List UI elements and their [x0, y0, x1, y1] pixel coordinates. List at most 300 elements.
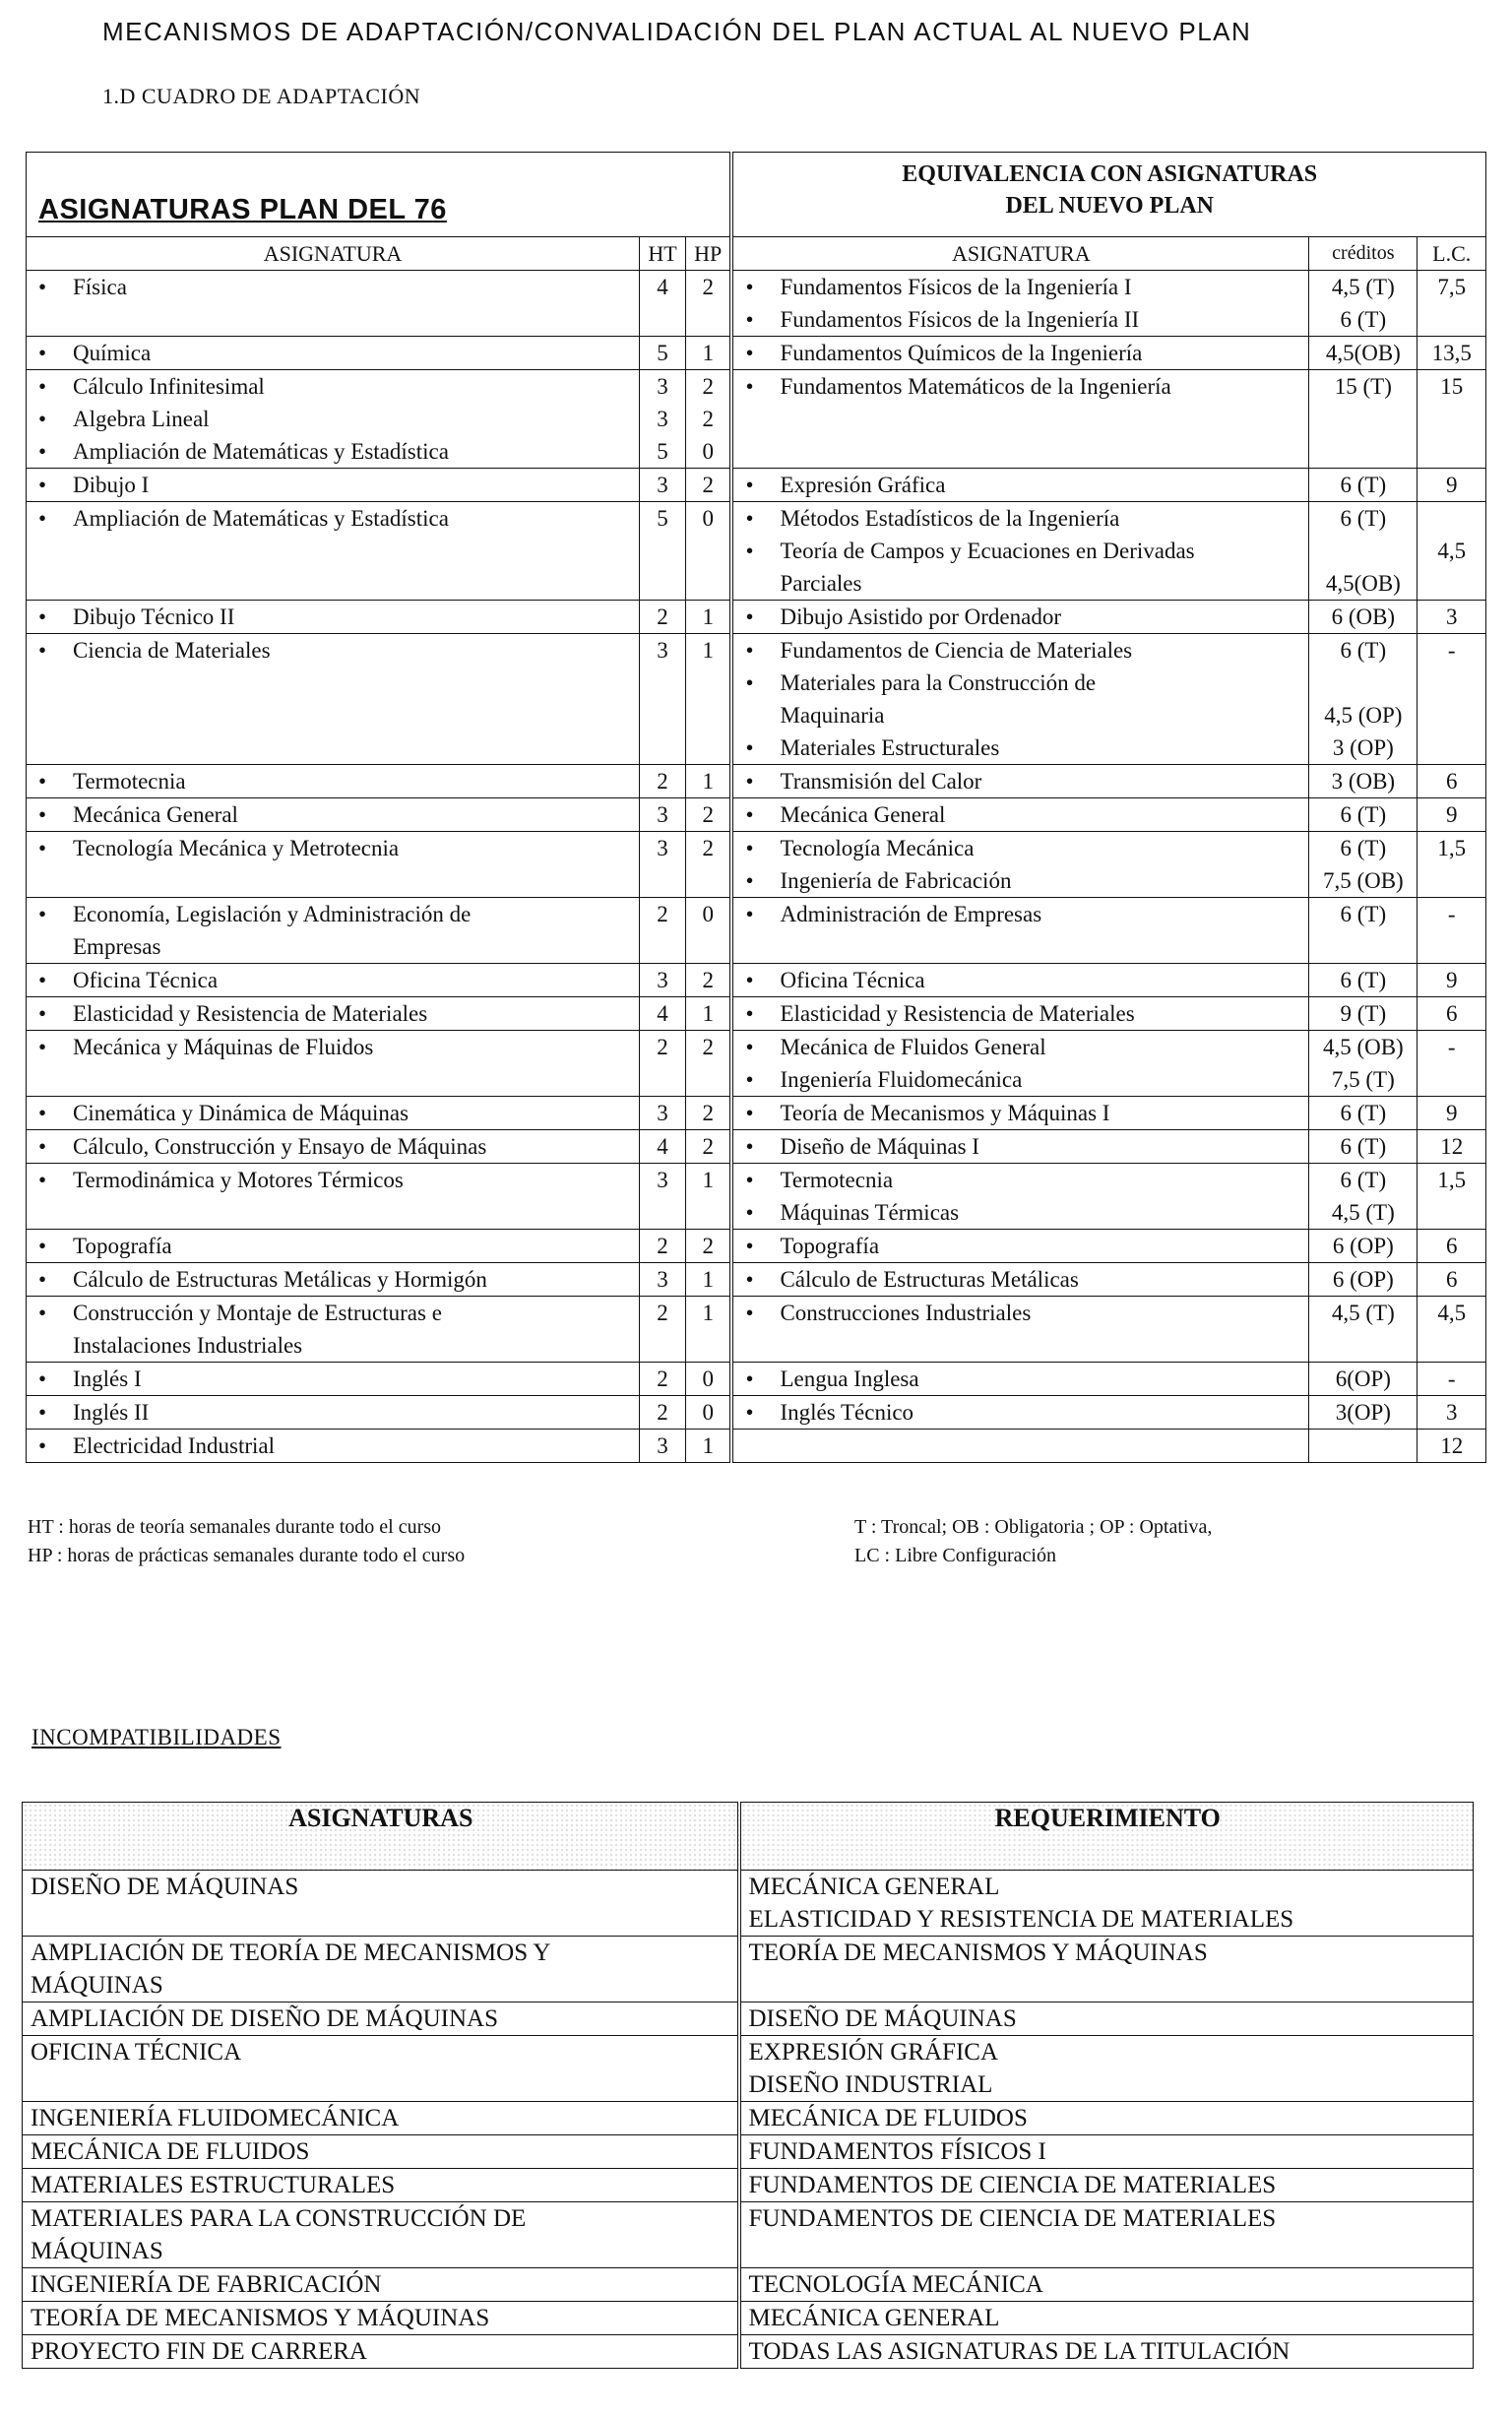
new-subject-cell	[731, 1297, 1308, 1363]
creditos-cell	[1309, 271, 1418, 337]
ht-value: 5	[657, 341, 668, 365]
incompatible-subject-cell	[23, 1937, 739, 2003]
incompatibilities-title: INCOMPATIBILIDADES	[32, 1725, 282, 1749]
old-subject-cell	[27, 271, 640, 337]
col-header-asignaturas: ASIGNATURAS	[23, 1803, 739, 1871]
new-subject-cell	[731, 832, 1308, 898]
creditos-value: 4,5 (T)	[1331, 275, 1395, 299]
lc-value: 9	[1445, 473, 1458, 497]
adaptation-row	[27, 1363, 1486, 1396]
lc-value: 13,5	[1431, 341, 1472, 365]
ht-value: 2	[657, 769, 668, 794]
new-subject-cell	[731, 1164, 1308, 1230]
ht-cell	[640, 370, 686, 469]
lc-cell	[1418, 997, 1486, 1031]
hp-value: 2	[702, 1234, 714, 1258]
adaptation-row	[27, 798, 1486, 832]
equivalence-heading	[731, 153, 1485, 237]
lc-cell	[1418, 1230, 1486, 1263]
new-subject-line: • Fundamentos Físicos de la Ingeniería II	[739, 303, 1302, 336]
requirement-cell	[739, 2135, 1474, 2169]
new-subject-line: • Inglés Técnico	[739, 1396, 1302, 1429]
ht-value: 2	[657, 902, 668, 926]
incompatible-subject-line: AMPLIACIÓN DE DISEÑO DE MÁQUINAS	[31, 2005, 498, 2032]
creditos-value: 6 (OP)	[1332, 1234, 1394, 1258]
new-subject-cell	[731, 502, 1308, 601]
old-subject-line: Empresas	[73, 934, 161, 959]
old-subject-line: • Física	[32, 271, 633, 303]
old-subject-line: • Termotecnia	[32, 765, 633, 797]
old-subject-cell	[27, 1297, 640, 1363]
creditos-value: 4,5 (T)	[1331, 1200, 1395, 1225]
creditos-value: 6 (T)	[1340, 473, 1387, 497]
requirement-cell	[739, 2102, 1474, 2135]
old-subject-line: • Ampliación de Matemáticas y Estadística	[32, 502, 633, 535]
old-subject-line: • Cinemática y Dinámica de Máquinas	[32, 1097, 633, 1129]
new-subject-cell	[731, 1430, 1308, 1463]
old-subject-cell	[27, 337, 640, 370]
creditos-cell	[1309, 1031, 1418, 1097]
legend-types	[854, 1513, 1212, 1570]
col-header-requerimiento: REQUERIMIENTO	[739, 1803, 1474, 1871]
lc-value: 1,5	[1437, 836, 1467, 860]
ht-cell	[640, 898, 686, 964]
requirement-cell	[739, 1871, 1474, 1937]
new-subject-line: • Construcciones Industriales	[739, 1297, 1302, 1329]
equivalence-heading-line-2: DEL NUEVO PLAN	[1005, 193, 1214, 219]
incompatibility-row	[23, 2335, 1474, 2369]
creditos-value: 3(OP)	[1335, 1400, 1391, 1425]
ht-value: 2	[657, 1367, 668, 1391]
new-subject-line: • Mecánica General	[739, 798, 1302, 831]
creditos-cell	[1309, 601, 1418, 634]
hp-cell	[685, 469, 731, 502]
new-subject-cell	[731, 370, 1308, 469]
creditos-cell	[1309, 1363, 1418, 1396]
old-subject-line: • Inglés I	[32, 1363, 633, 1395]
new-subject-line: • Diseño de Máquinas I	[739, 1130, 1302, 1163]
old-subject-cell	[27, 634, 640, 765]
hp-cell	[685, 337, 731, 370]
requirement-line: TECNOLOGÍA MECÁNICA	[748, 2271, 1043, 2298]
hp-cell	[685, 1230, 731, 1263]
lc-cell	[1418, 601, 1486, 634]
old-subject-cell	[27, 997, 640, 1031]
hp-value: 2	[702, 836, 714, 860]
requirement-line: TODAS LAS ASIGNATURAS DE LA TITULACIÓN	[748, 2338, 1291, 2365]
lc-cell	[1418, 1297, 1486, 1363]
new-subject-line: • Topografía	[739, 1230, 1302, 1262]
incompatible-subject-cell	[23, 2268, 739, 2302]
new-subject-line: • Administración de Empresas	[739, 898, 1302, 930]
new-subject-cell	[731, 601, 1308, 634]
ht-value: 3	[657, 968, 668, 992]
requirement-line: MECÁNICA DE FLUIDOS	[748, 2105, 1028, 2131]
new-subject-line: • Fundamentos de Ciencia de Materiales	[739, 634, 1302, 667]
equivalence-heading-line-1: EQUIVALENCIA CON ASIGNATURAS	[902, 161, 1318, 187]
creditos-value: 4,5 (OB)	[1322, 1035, 1404, 1059]
incompatibilities-header-row	[23, 1803, 1474, 1871]
new-subject-line: Parciales	[780, 571, 862, 596]
incompatibility-row	[23, 2302, 1474, 2335]
legend-hp: HP : horas de prácticas semanales durante todo el curso	[28, 1545, 466, 1566]
ht-cell	[640, 1130, 686, 1164]
incompatible-subject-line: MATERIALES PARA LA CONSTRUCCIÓN DE	[31, 2205, 527, 2232]
old-subject-cell	[27, 1230, 640, 1263]
creditos-cell	[1309, 1430, 1418, 1463]
incompatible-subject-cell	[23, 2302, 739, 2335]
creditos-cell	[1309, 964, 1418, 997]
ht-cell	[640, 997, 686, 1031]
col-header-hp: HP	[685, 237, 731, 271]
old-subject-line: Instalaciones Industriales	[73, 1333, 303, 1358]
hp-value: 2	[702, 473, 714, 497]
hp-value: 1	[702, 1001, 714, 1026]
incompatible-subject-cell	[23, 2036, 739, 2102]
ht-value: 2	[657, 1234, 668, 1258]
creditos-cell	[1309, 1396, 1418, 1430]
new-subject-cell	[731, 765, 1308, 798]
old-subject-cell	[27, 469, 640, 502]
creditos-value: 6 (T)	[1340, 1168, 1387, 1192]
hp-cell	[685, 765, 731, 798]
hp-value: 1	[702, 604, 714, 629]
new-subject-cell	[731, 898, 1308, 964]
hp-value: 0	[702, 506, 714, 531]
new-subject-cell	[731, 1097, 1308, 1130]
old-subject-cell	[27, 1164, 640, 1230]
adaptation-row	[27, 370, 1486, 469]
creditos-value: 6 (T)	[1340, 802, 1387, 827]
col-header-lc: L.C.	[1418, 237, 1486, 271]
requirement-cell	[739, 2302, 1474, 2335]
creditos-cell	[1309, 1230, 1418, 1263]
creditos-cell	[1309, 832, 1418, 898]
old-subject-cell	[27, 964, 640, 997]
old-subject-cell	[27, 898, 640, 964]
ht-value: 2	[657, 1035, 668, 1059]
lc-value: 6	[1445, 1267, 1458, 1292]
hp-cell	[685, 601, 731, 634]
incompatible-subject-cell	[23, 2135, 739, 2169]
new-subject-line: Maquinaria	[780, 703, 885, 728]
new-subject-line: • Transmisión del Calor	[739, 765, 1302, 797]
lc-value: 12	[1440, 1433, 1464, 1458]
plan-76-heading: ASIGNATURAS PLAN DEL 76	[27, 153, 732, 237]
creditos-cell	[1309, 765, 1418, 798]
lc-cell	[1418, 798, 1486, 832]
old-subject-line: • Cálculo de Estructuras Metálicas y Hormigón	[32, 1263, 633, 1296]
incompatible-subject-cell	[23, 2169, 739, 2202]
col-header-asignatura-new: ASIGNATURA	[731, 237, 1308, 271]
lc-value: 9	[1445, 1101, 1458, 1125]
lc-cell	[1418, 1097, 1486, 1130]
requirement-line: TEORÍA DE MECANISMOS Y MÁQUINAS	[748, 1939, 1208, 1966]
lc-value: 6	[1445, 769, 1458, 794]
incompatible-subject-cell	[23, 2102, 739, 2135]
legend-lc: LC : Libre Configuración	[854, 1545, 1056, 1566]
old-subject-line: • Dibujo I	[32, 469, 633, 501]
hp-value: 1	[702, 1433, 714, 1458]
ht-cell	[640, 964, 686, 997]
creditos-value: 9 (T)	[1340, 1001, 1387, 1026]
adaptation-row	[27, 765, 1486, 798]
ht-cell	[640, 1430, 686, 1463]
ht-cell	[640, 502, 686, 601]
new-subject-line: • Dibujo Asistido por Ordenador	[739, 601, 1302, 633]
new-subject-cell	[731, 1230, 1308, 1263]
old-subject-cell	[27, 798, 640, 832]
lc-cell	[1418, 964, 1486, 997]
new-subject-line: • Lengua Inglesa	[739, 1363, 1302, 1395]
incompatible-subject-line: MECÁNICA DE FLUIDOS	[31, 2138, 310, 2165]
creditos-value: 3 (OB)	[1331, 769, 1396, 794]
hp-value: 2	[702, 407, 714, 431]
requirement-line: ELASTICIDAD Y RESISTENCIA DE MATERIALES	[748, 1906, 1294, 1933]
creditos-cell	[1309, 370, 1418, 469]
incompatibility-row	[23, 1871, 1474, 1937]
old-subject-line: • Elasticidad y Resistencia de Materiales	[32, 997, 633, 1030]
ht-value: 3	[657, 836, 668, 860]
lc-value: 3	[1445, 604, 1458, 629]
new-subject-line: • Fundamentos Químicos de la Ingeniería	[739, 337, 1302, 369]
creditos-cell	[1309, 1164, 1418, 1230]
new-subject-line: • Elasticidad y Resistencia de Materiales	[739, 997, 1302, 1030]
adaptation-row	[27, 1230, 1486, 1263]
requirement-cell	[739, 2003, 1474, 2036]
hp-value: 0	[702, 902, 714, 926]
lc-value	[1423, 502, 1480, 535]
adaptation-row	[27, 1130, 1486, 1164]
requirement-line: DISEÑO DE MÁQUINAS	[748, 2005, 1017, 2032]
lc-value: -	[1447, 638, 1456, 663]
creditos-cell	[1309, 798, 1418, 832]
incompatible-subject-line: MÁQUINAS	[31, 1972, 163, 1999]
incompatible-subject-cell	[23, 1871, 739, 1937]
hp-value: 2	[702, 968, 714, 992]
ht-cell	[640, 1164, 686, 1230]
new-subject-line: • Teoría de Campos y Ecuaciones en Derivadas	[739, 535, 1302, 567]
ht-cell	[640, 271, 686, 337]
adaptation-row	[27, 1031, 1486, 1097]
hp-cell	[685, 634, 731, 765]
old-subject-cell	[27, 832, 640, 898]
new-subject-line: • Termotecnia	[739, 1164, 1302, 1196]
new-subject-cell	[731, 1130, 1308, 1164]
hp-value: 2	[702, 802, 714, 827]
adaptation-row	[27, 964, 1486, 997]
ht-value: 4	[657, 1134, 668, 1159]
legend-types-line: T : Troncal; OB : Obligatoria ; OP : Optativa,	[854, 1516, 1213, 1538]
hp-cell	[685, 1396, 731, 1430]
old-subject-cell	[27, 370, 640, 469]
new-subject-line: • Teoría de Mecanismos y Máquinas I	[739, 1097, 1302, 1129]
hp-cell	[685, 798, 731, 832]
document-subtitle: 1.D CUADRO DE ADAPTACIÓN	[102, 84, 421, 108]
document-title: MECANISMOS DE ADAPTACIÓN/CONVALIDACIÓN DEL PLAN ACTUAL AL NUEVO PLAN	[102, 17, 1252, 46]
new-subject-line: • Máquinas Térmicas	[739, 1196, 1302, 1229]
adaptation-row	[27, 271, 1486, 337]
creditos-value: 7,5 (T)	[1331, 1067, 1395, 1092]
ht-cell	[640, 337, 686, 370]
new-subject-line: • Tecnología Mecánica	[739, 832, 1302, 864]
old-subject-cell	[27, 1130, 640, 1164]
lc-value: 7,5	[1437, 275, 1467, 299]
hp-value: 1	[702, 769, 714, 794]
creditos-cell	[1309, 1130, 1418, 1164]
lc-cell	[1418, 832, 1486, 898]
lc-cell	[1418, 634, 1486, 765]
incompatible-subject-line: MÁQUINAS	[31, 2238, 163, 2264]
hp-value: 1	[702, 1267, 714, 1292]
hp-value: 1	[702, 1301, 714, 1325]
adaptation-row	[27, 502, 1486, 601]
old-subject-line: • Dibujo Técnico II	[32, 601, 633, 633]
lc-cell	[1418, 765, 1486, 798]
requirement-cell	[739, 2036, 1474, 2102]
old-subject-cell	[27, 1097, 640, 1130]
adaptation-row	[27, 898, 1486, 964]
lc-value: 4,5	[1437, 1301, 1467, 1325]
adaptation-header-row	[27, 153, 1486, 237]
hp-value: 1	[702, 638, 714, 663]
ht-value: 2	[657, 604, 668, 629]
hp-value: 0	[702, 1367, 714, 1391]
ht-value: 3	[657, 1267, 668, 1292]
lc-cell	[1418, 469, 1486, 502]
ht-value: 3	[657, 1433, 668, 1458]
ht-cell	[640, 1396, 686, 1430]
incompatible-subject-line: AMPLIACIÓN DE TEORÍA DE MECANISMOS Y	[31, 1939, 551, 1966]
lc-cell	[1418, 337, 1486, 370]
old-subject-line: • Inglés II	[32, 1396, 633, 1429]
hp-cell	[685, 1031, 731, 1097]
incompatibility-row	[23, 2003, 1474, 2036]
creditos-value: 6 (T)	[1340, 1134, 1387, 1159]
incompatibility-row	[23, 2202, 1474, 2268]
lc-cell	[1418, 1263, 1486, 1297]
hp-value: 1	[702, 1168, 714, 1192]
hp-value: 2	[702, 374, 714, 399]
old-subject-line: • Cálculo Infinitesimal	[32, 370, 633, 403]
new-subject-line: • Materiales para la Construcción de	[739, 667, 1302, 699]
hp-cell	[685, 1297, 731, 1363]
hp-value: 0	[702, 1400, 714, 1425]
creditos-value: 3 (OP)	[1332, 735, 1394, 760]
new-subject-cell	[731, 634, 1308, 765]
hp-value: 2	[702, 1134, 714, 1159]
new-subject-line: • Fundamentos Matemáticos de la Ingeniería	[739, 370, 1302, 403]
incompatible-subject-cell	[23, 2335, 739, 2369]
new-subject-cell	[731, 337, 1308, 370]
hp-cell	[685, 898, 731, 964]
lc-value: 1,5	[1437, 1168, 1467, 1192]
ht-cell	[640, 1363, 686, 1396]
incompatible-subject-line: PROYECTO FIN DE CARRERA	[31, 2338, 367, 2365]
incompatibilities-table	[22, 1802, 1474, 2369]
requirement-cell	[739, 2268, 1474, 2302]
adaptation-row	[27, 1263, 1486, 1297]
incompatible-subject-cell	[23, 2003, 739, 2036]
lc-value: 4,5	[1437, 539, 1467, 563]
ht-cell	[640, 765, 686, 798]
new-subject-line: • Mecánica de Fluidos General	[739, 1031, 1302, 1063]
lc-cell	[1418, 1130, 1486, 1164]
ht-cell	[640, 1263, 686, 1297]
new-subject-cell	[731, 469, 1308, 502]
creditos-cell	[1309, 898, 1418, 964]
lc-cell	[1418, 370, 1486, 469]
lc-value: 3	[1445, 1400, 1458, 1425]
creditos-value: 6 (T)	[1340, 638, 1387, 663]
adaptation-row	[27, 601, 1486, 634]
incompatibility-row	[23, 2036, 1474, 2102]
new-subject-cell	[731, 271, 1308, 337]
incompatible-subject-line: OFICINA TÉCNICA	[31, 2039, 242, 2066]
hp-cell	[685, 271, 731, 337]
legend-ht: HT : horas de teoría semanales durante todo el curso	[28, 1516, 442, 1538]
ht-value: 3	[657, 638, 668, 663]
new-subject-line: • Cálculo de Estructuras Metálicas	[739, 1263, 1302, 1296]
adaptation-row	[27, 337, 1486, 370]
requirement-line: FUNDAMENTOS DE CIENCIA DE MATERIALES	[748, 2205, 1277, 2232]
ht-value: 2	[657, 1301, 668, 1325]
hp-value: 0	[702, 439, 714, 464]
incompatible-subject-line: INGENIERÍA DE FABRICACIÓN	[31, 2271, 382, 2298]
creditos-value: 6 (T)	[1340, 902, 1387, 926]
ht-cell	[640, 1031, 686, 1097]
lc-value: 6	[1445, 1234, 1458, 1258]
creditos-cell	[1309, 997, 1418, 1031]
ht-cell	[640, 634, 686, 765]
hp-cell	[685, 1097, 731, 1130]
hp-cell	[685, 370, 731, 469]
incompatible-subject-line: DISEÑO DE MÁQUINAS	[31, 1874, 299, 1900]
requirement-line: FUNDAMENTOS DE CIENCIA DE MATERIALES	[748, 2172, 1277, 2198]
hp-cell	[685, 1363, 731, 1396]
creditos-value: 6 (T)	[1340, 836, 1387, 860]
col-header-asignatura: ASIGNATURA	[27, 237, 640, 271]
ht-cell	[640, 469, 686, 502]
old-subject-line: • Mecánica General	[32, 798, 633, 831]
new-subject-line: • Ingeniería de Fabricación	[739, 864, 1302, 897]
ht-value: 3	[657, 374, 668, 399]
old-subject-line: • Oficina Técnica	[32, 964, 633, 996]
ht-cell	[640, 1230, 686, 1263]
creditos-value: 6 (OB)	[1331, 604, 1396, 629]
old-subject-line: • Cálculo, Construcción y Ensayo de Máquinas	[32, 1130, 633, 1163]
lc-value: 15	[1440, 374, 1464, 399]
lc-cell	[1418, 898, 1486, 964]
old-subject-cell	[27, 1430, 640, 1463]
new-subject-cell	[731, 1396, 1308, 1430]
lc-value: -	[1447, 1367, 1456, 1391]
old-subject-cell	[27, 502, 640, 601]
new-subject-line: • Métodos Estadísticos de la Ingeniería	[739, 502, 1302, 535]
ht-cell	[640, 798, 686, 832]
adaptation-row	[27, 1396, 1486, 1430]
old-subject-line: • Construcción y Montaje de Estructuras e	[32, 1297, 633, 1329]
creditos-value	[1315, 667, 1411, 699]
adaptation-row	[27, 832, 1486, 898]
new-subject-cell	[731, 1031, 1308, 1097]
creditos-value: 6 (T)	[1340, 968, 1387, 992]
lc-value: 6	[1445, 1001, 1458, 1026]
ht-cell	[640, 832, 686, 898]
col-header-creditos: créditos	[1309, 237, 1418, 271]
requirement-line: MECÁNICA GENERAL	[748, 2305, 1000, 2331]
incompatible-subject-line: MATERIALES ESTRUCTURALES	[31, 2172, 396, 2198]
